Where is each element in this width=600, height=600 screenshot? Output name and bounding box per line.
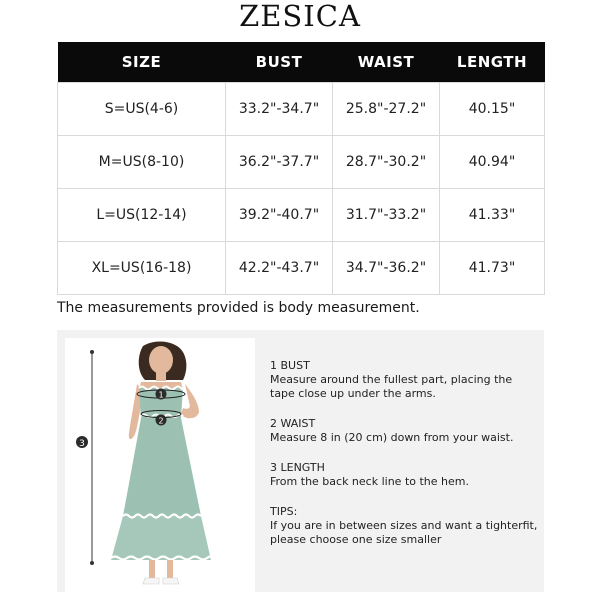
face-shape [149, 346, 173, 374]
cell-bust: 39.2"-40.7" [226, 189, 333, 242]
header-waist: WAIST [333, 42, 440, 83]
right-leg [167, 560, 173, 578]
table-row [58, 83, 545, 136]
cell-length: 41.73" [440, 242, 545, 295]
waist-text: Measure 8 in (20 cm) down from your waist. [270, 431, 514, 444]
marker-3-label: 3 [79, 439, 85, 449]
bust-title: 1 BUST [270, 359, 310, 372]
bust-instruction [270, 359, 540, 401]
cell-size: XL=US(16-18) [58, 242, 226, 295]
table-row [58, 136, 545, 189]
waist-title: 2 WAIST [270, 417, 316, 430]
cell-length: 41.33" [440, 189, 545, 242]
measurement-note: The measurements provided is body measurement. [57, 300, 420, 316]
cell-bust: 33.2"-34.7" [226, 83, 333, 136]
cell-size: S=US(4-6) [58, 83, 226, 136]
header-length: LENGTH [440, 42, 545, 83]
cell-bust: 42.2"-43.7" [226, 242, 333, 295]
marker-1-label: 1 [158, 390, 164, 400]
neck-shape [156, 371, 166, 381]
size-chart-table [57, 42, 545, 295]
hem-tier-shape [111, 516, 211, 560]
left-leg [149, 560, 155, 578]
tips-title: TIPS: [270, 505, 298, 518]
cell-length: 40.94" [440, 136, 545, 189]
measurement-instructions [270, 359, 540, 563]
cell-waist: 28.7"-30.2" [333, 136, 440, 189]
dress-illustration [65, 338, 255, 592]
marker-2-label: 2 [158, 416, 164, 426]
length-title: 3 LENGTH [270, 461, 325, 474]
header-bust: BUST [226, 42, 333, 83]
model-figure [65, 338, 255, 592]
cell-waist: 34.7"-36.2" [333, 242, 440, 295]
cell-size: L=US(12-14) [58, 189, 226, 242]
waist-instruction [270, 417, 540, 445]
length-guide-top-dot [90, 350, 94, 354]
left-shoe [143, 578, 159, 584]
tips-instruction [270, 505, 540, 547]
length-text: From the back neck line to the hem. [270, 475, 469, 488]
header-size: SIZE [58, 42, 226, 83]
cell-length: 40.15" [440, 83, 545, 136]
length-instruction [270, 461, 540, 489]
cell-waist: 31.7"-33.2" [333, 189, 440, 242]
bust-text: Measure around the fullest part, placing the tape close up under the arms. [270, 373, 513, 400]
table-row [58, 189, 545, 242]
table-row [58, 242, 545, 295]
table-header-row [58, 42, 545, 83]
tips-text: If you are in between sizes and want a tighterfit, please choose one size smaller [270, 519, 538, 546]
measurement-guide-panel [57, 330, 544, 592]
right-shoe [163, 578, 179, 584]
brand-logo: ZESICA [239, 0, 361, 33]
cell-waist: 25.8"-27.2" [333, 83, 440, 136]
length-guide-bottom-dot [90, 561, 94, 565]
cell-size: M=US(8-10) [58, 136, 226, 189]
cell-bust: 36.2"-37.7" [226, 136, 333, 189]
